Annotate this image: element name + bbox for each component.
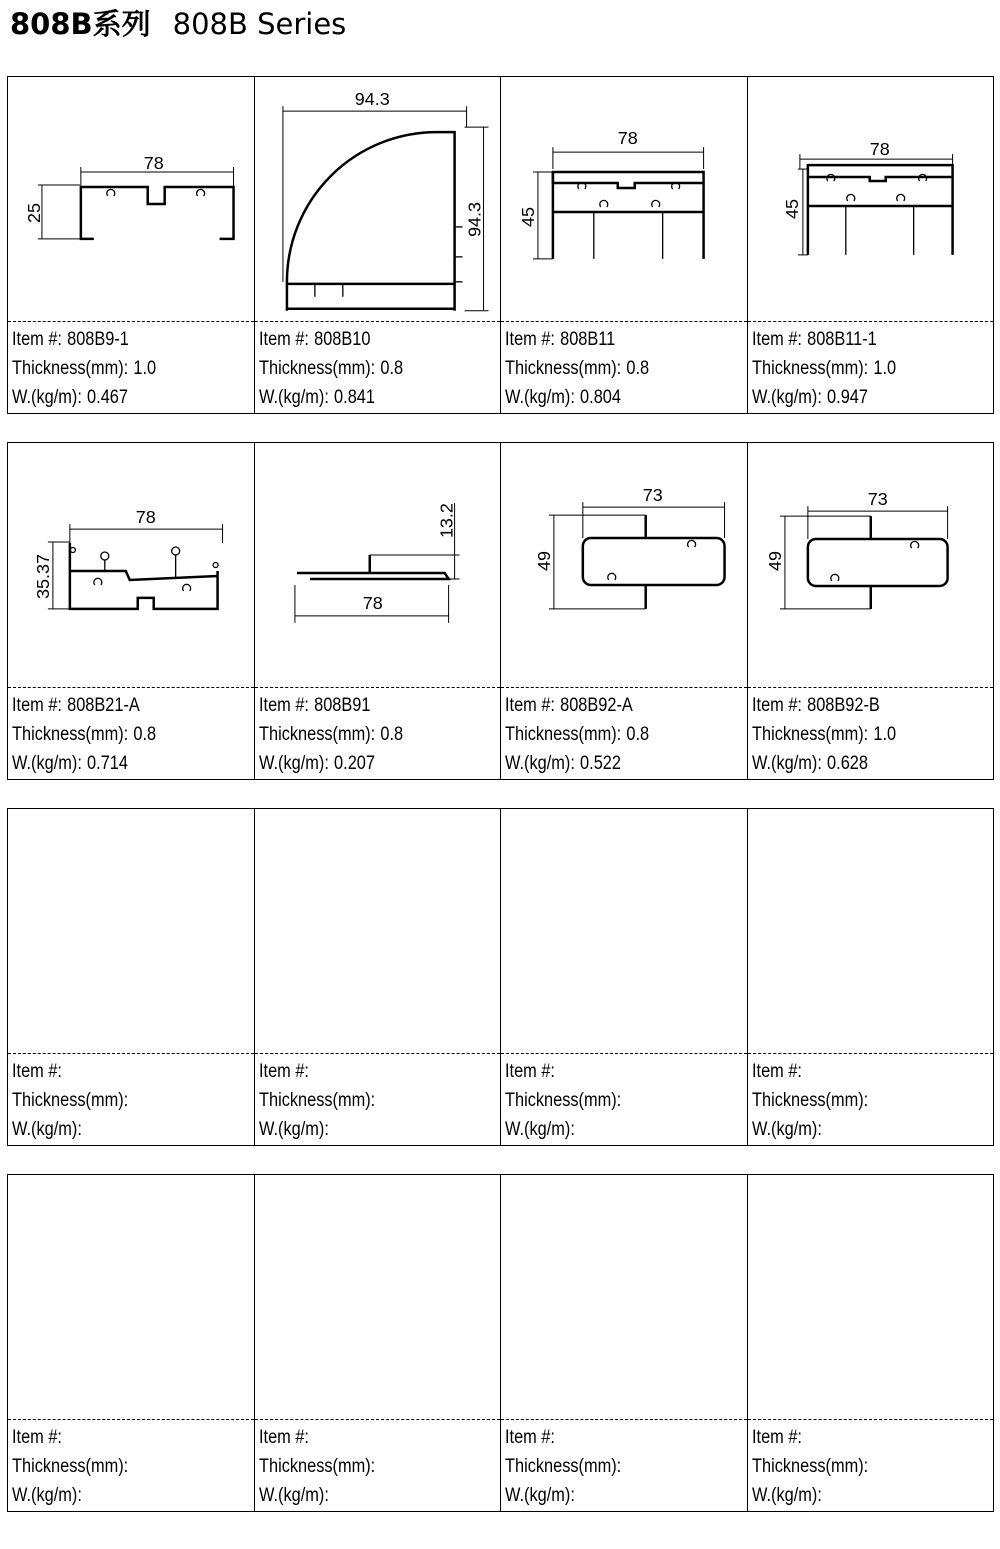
item-label: Item #: [12,1061,62,1082]
divider [501,321,747,322]
thickness-label: Thickness(mm): [505,1456,622,1477]
thickness-value: 0.8 [133,724,157,745]
thickness-value: 1.0 [872,724,896,745]
weight-label: W.(kg/m): [505,1119,575,1140]
thickness-value: 0.8 [626,724,650,745]
dim-height: 45 [517,206,538,227]
spec-block [259,1423,375,1510]
spec-block [505,1057,621,1144]
thickness-label: Thickness(mm): [258,724,375,745]
product-card [748,443,994,779]
weight-value: 0.714 [87,753,128,774]
item-label: Item #: [258,329,309,350]
spec-block [505,691,649,778]
dim-width: 73 [867,489,888,510]
thickness-value: 0.8 [626,358,650,379]
thickness-label: Thickness(mm): [12,724,129,745]
profile-drawing-808B11-1 [748,77,994,317]
divider [8,1419,254,1420]
weight-label: W.(kg/m): [505,387,575,408]
spec-block [12,1057,128,1144]
item-label: Item #: [505,329,555,350]
spec-block [752,1057,868,1144]
divider [501,1053,747,1054]
divider [255,1419,501,1420]
weight-label: W.(kg/m): [751,753,822,774]
weight-label: W.(kg/m): [12,1119,82,1140]
product-card [8,77,255,413]
product-card [748,1175,994,1511]
thickness-label: Thickness(mm): [505,358,622,379]
thickness-label: Thickness(mm): [258,1456,375,1477]
weight-label: W.(kg/m): [505,1485,575,1506]
thickness-label: Thickness(mm): [505,724,622,745]
dim-height: 49 [533,550,554,571]
weight-label: W.(kg/m): [12,753,82,774]
product-row-4 [7,1174,994,1512]
dim-width: 78 [143,153,164,174]
product-card [255,443,502,779]
weight-value: 0.804 [580,387,621,408]
dim-width: 78 [362,592,383,613]
product-card [8,1175,255,1511]
weight-label: W.(kg/m): [258,1119,329,1140]
dim-height: 13.2 [436,503,457,539]
item-number: 808B11-1 [806,329,877,350]
profile-drawing-808B9-1 [8,77,254,317]
weight-value: 0.522 [580,753,621,774]
spec-block [12,691,156,778]
weight-label: W.(kg/m): [258,753,329,774]
thickness-label: Thickness(mm): [505,1090,622,1111]
product-card [8,809,255,1145]
profile-drawing-808B92-A [501,443,747,683]
item-number: 808B21-A [67,695,140,716]
dim-width: 73 [642,485,663,506]
divider [255,321,501,322]
divider [748,687,994,688]
divider [748,1419,994,1420]
item-label: Item #: [258,1061,309,1082]
item-number: 808B11 [560,329,616,350]
thickness-label: Thickness(mm): [751,1456,868,1477]
divider [255,687,501,688]
item-number: 808B92-B [806,695,880,716]
product-card [748,809,994,1145]
product-card [255,77,502,413]
item-label: Item #: [505,695,555,716]
thickness-label: Thickness(mm): [12,358,129,379]
thickness-label: Thickness(mm): [751,724,868,745]
profile-drawing-808B92-B [748,443,994,683]
divider [8,321,254,322]
product-row-3 [7,808,994,1146]
weight-label: W.(kg/m): [258,1485,329,1506]
item-number: 808B91 [313,695,370,716]
product-card [748,77,994,413]
profile-drawing-808B10 [255,77,501,317]
dim-width: 94.3 [354,89,390,110]
thickness-label: Thickness(mm): [751,1090,868,1111]
item-number: 808B10 [313,329,370,350]
spec-block [752,1423,868,1510]
item-label: Item #: [751,695,802,716]
thickness-value: 0.8 [379,358,403,379]
item-label: Item #: [12,695,62,716]
spec-block [259,325,403,412]
dim-width: 78 [869,139,890,160]
item-number: 808B92-A [560,695,633,716]
dim-width: 78 [617,128,638,149]
divider [748,1053,994,1054]
profile-drawing-808B21-A [8,443,254,683]
item-label: Item #: [12,329,62,350]
spec-block [259,691,403,778]
spec-block [752,691,896,778]
title-chinese: 808B系列 [10,7,151,41]
dim-height: 94.3 [464,201,485,237]
item-label: Item #: [751,1061,802,1082]
dim-width: 78 [135,507,156,528]
item-label: Item #: [751,1427,802,1448]
item-label: Item #: [258,695,309,716]
weight-value: 0.628 [826,753,868,774]
weight-value: 0.467 [87,387,128,408]
thickness-value: 1.0 [872,358,896,379]
product-row-1 [7,76,994,414]
product-row-2 [7,442,994,780]
spec-block [12,325,156,412]
weight-label: W.(kg/m): [751,387,822,408]
thickness-label: Thickness(mm): [12,1090,129,1111]
product-card [501,77,748,413]
dim-height: 45 [781,198,802,219]
weight-value: 0.841 [333,387,375,408]
item-number: 808B9-1 [67,329,129,350]
spec-block [752,325,896,412]
dim-height: 35.37 [32,553,53,599]
thickness-label: Thickness(mm): [12,1456,129,1477]
item-label: Item #: [751,329,802,350]
weight-value: 0.947 [826,387,868,408]
weight-label: W.(kg/m): [12,387,82,408]
thickness-label: Thickness(mm): [751,358,868,379]
item-label: Item #: [505,1061,555,1082]
spec-block [505,325,649,412]
title-english: 808B Series [172,7,347,41]
spec-block [12,1423,128,1510]
weight-label: W.(kg/m): [751,1119,822,1140]
profile-drawing-808B91 [255,443,501,683]
weight-label: W.(kg/m): [751,1485,822,1506]
profile-drawing-808B11 [501,77,747,317]
item-label: Item #: [505,1427,555,1448]
spec-block [259,1057,375,1144]
item-label: Item #: [12,1427,62,1448]
thickness-value: 1.0 [133,358,157,379]
divider [8,687,254,688]
divider [748,321,994,322]
dim-height: 49 [764,550,785,571]
product-card [255,809,502,1145]
product-card [255,1175,502,1511]
dim-height: 25 [23,202,44,223]
product-card [501,809,748,1145]
thickness-value: 0.8 [379,724,403,745]
product-card [8,443,255,779]
weight-label: W.(kg/m): [12,1485,82,1506]
product-card [501,443,748,779]
thickness-label: Thickness(mm): [258,358,375,379]
divider [501,1419,747,1420]
weight-value: 0.207 [333,753,375,774]
divider [255,1053,501,1054]
product-card [501,1175,748,1511]
weight-label: W.(kg/m): [505,753,575,774]
spec-block [505,1423,621,1510]
page-title [10,4,346,44]
divider [501,687,747,688]
divider [8,1053,254,1054]
thickness-label: Thickness(mm): [258,1090,375,1111]
weight-label: W.(kg/m): [258,387,329,408]
item-label: Item #: [258,1427,309,1448]
